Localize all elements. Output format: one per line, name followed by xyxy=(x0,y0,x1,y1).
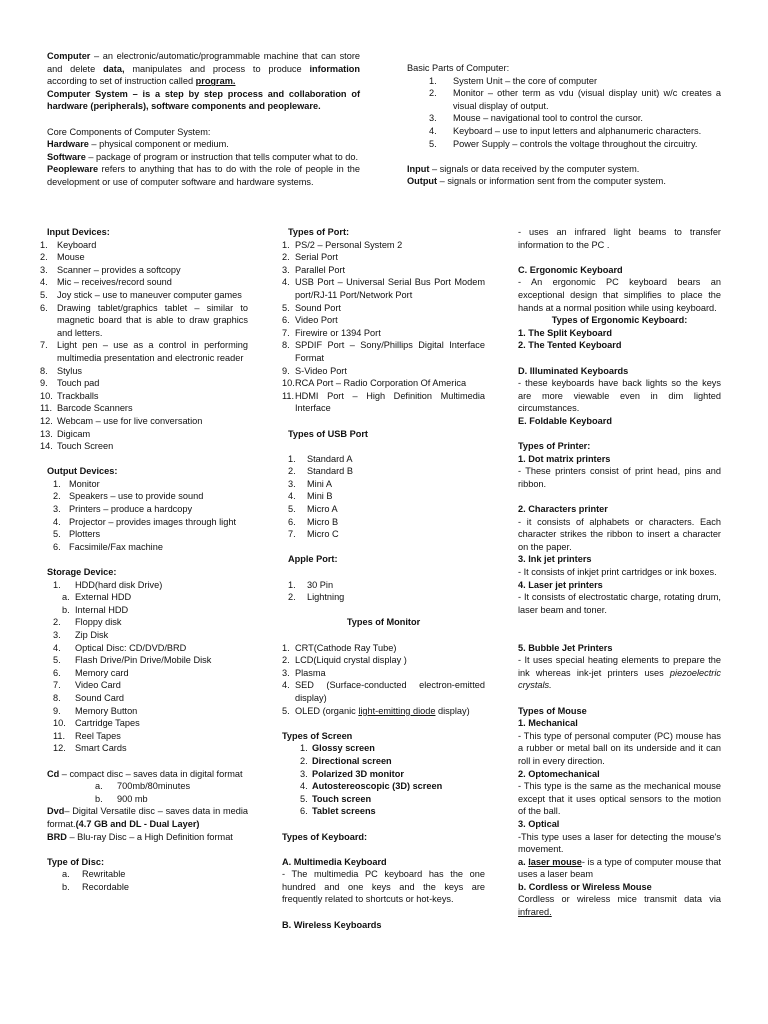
list-item: 1. PS/2 – Personal System 2 xyxy=(282,239,403,250)
output-definition: Output – signals or information sent from the computer system. xyxy=(407,176,666,187)
list-item: b. Recordable xyxy=(62,881,129,892)
list-item: 2. LCD(Liquid crystal display ) xyxy=(282,655,407,666)
list-item: 3. Scanner – provides a softcopy xyxy=(40,264,181,275)
software-definition: Software – package of program or instruction that tells computer what to do. xyxy=(47,151,359,162)
list-item: 5. Flash Drive/Pin Drive/Mobile Disk xyxy=(53,655,212,666)
list-item: 6. Tablet screens xyxy=(300,806,376,817)
infrared-link[interactable]: infrared. xyxy=(518,907,552,918)
brd-definition: BRD – Blu-ray Disc – a High Definition format xyxy=(47,831,233,842)
list-item: 11. Reel Tapes xyxy=(53,730,121,741)
basic-parts-heading: Basic Parts of Computer: xyxy=(407,63,510,73)
storage-device-heading: Storage Device: xyxy=(47,567,117,578)
list-item: 1. Monitor xyxy=(53,478,100,489)
tented-keyboard: 2. The Tented Keyboard xyxy=(518,340,622,351)
screen-types-heading: Types of Screen xyxy=(282,730,353,741)
list-item: 2. Standard B xyxy=(288,466,353,477)
mechanical-mouse-heading: 1. Mechanical xyxy=(518,718,578,729)
list-item: 2. Floppy disk xyxy=(53,617,122,628)
list-item: 2. Directional screen xyxy=(300,755,392,766)
list-item: 4. Autostereoscopic (3D) screen xyxy=(300,781,443,792)
usb-types-heading: Types of USB Port xyxy=(288,428,368,439)
list-item: 1. Glossy screen xyxy=(300,743,375,754)
list-item: 4. SED (Surface-conducted electron-emitted display) xyxy=(282,680,485,703)
output-devices-list xyxy=(40,478,248,554)
list-item: 12. Webcam – use for live conversation xyxy=(40,415,203,426)
list-item: 3. Mouse – navigational tool to control the cursor. xyxy=(429,113,643,124)
list-item: b. 900 mb xyxy=(95,793,148,804)
list-item: 10. Trackballs xyxy=(40,390,99,401)
usb-list xyxy=(282,453,485,541)
dot-matrix-heading: 1. Dot matrix printers xyxy=(518,453,611,464)
list-item: 5. Power Supply – controls the voltage throughout the circuitry. xyxy=(429,138,698,149)
list-item: 9. Touch pad xyxy=(40,378,100,389)
column-2 xyxy=(282,226,485,931)
mechanical-mouse-text: - This type of personal computer (PC) mouse has a rubber or metal ball on its underside and it can roll in every direction. xyxy=(518,730,721,766)
apple-port-heading: Apple Port: xyxy=(288,554,338,565)
list-item: 2. Speakers – use to provide sound xyxy=(53,491,204,502)
list-item: 4. USB Port – Universal Serial Bus Port Modem port/RJ-11 Port/Network Port xyxy=(282,277,485,300)
list-item: 5. Sound Port xyxy=(282,302,341,313)
bubble-jet-heading: 5. Bubble Jet Printers xyxy=(518,642,613,653)
laser-mouse-link[interactable]: laser mouse xyxy=(528,856,582,867)
list-item: 3. Printers – produce a hardcopy xyxy=(53,504,193,515)
input-devices-heading: Input Devices: xyxy=(47,227,110,237)
illuminated-keyboard-text: - these keyboards have back lights so the keys are more viewable even in dim lighted circumstances. xyxy=(518,378,721,414)
list-item: 1. Keyboard xyxy=(40,239,97,250)
output-devices-heading: Output Devices: xyxy=(47,466,118,477)
basic-parts-section xyxy=(407,62,721,188)
optomechanical-text: - This type is the same as the mechanical mouse except that it uses optical sensors to the motion of the ball. xyxy=(518,781,721,817)
foldable-keyboard-heading: E. Foldable Keyboard xyxy=(518,415,612,426)
computer-definition: Computer – an electronic/automatic/programmable machine that can store and delete data, manipulates and process to produce information according to set of instruction called program. xyxy=(47,51,361,87)
list-item: 7. Light pen – use as a control in performing multimedia presentation and electronic reader xyxy=(40,340,248,363)
keyboard-types-heading: Types of Keyboard: xyxy=(282,831,368,842)
cd-definition: Cd – compact disc – saves data in digital format xyxy=(47,768,243,779)
list-item: 6. Drawing tablet/graphics tablet – similar to magnetic board that is able to draw graphics and letters. xyxy=(40,302,248,338)
list-item: b. Internal HDD xyxy=(62,604,129,615)
screen-list xyxy=(282,742,485,818)
printer-types-heading: Types of Printer: xyxy=(518,441,591,452)
input-definition: Input – signals or data received by the computer system. xyxy=(407,163,640,174)
disc-type-list xyxy=(40,868,248,893)
list-item: 2. Mouse xyxy=(40,252,85,263)
list-item: 11. HDMI Port – High Definition Multimedia Interface xyxy=(282,390,485,414)
intro-section xyxy=(47,50,360,189)
peopleware-definition: Peopleware refers to anything that has to do with the role of people in the development or use of computer software and hardware systems. xyxy=(47,164,360,187)
list-item: 5. Touch screen xyxy=(300,793,372,804)
dvd-definition: Dvd– Digital Versatile disc – saves data in media format.(4.7 GB and DL - Dual Layer) xyxy=(47,806,248,829)
list-item: 5. OLED (organic light-emitting diode display) xyxy=(282,705,470,716)
list-item: 3. Plasma xyxy=(282,667,326,678)
storage-list xyxy=(40,616,248,755)
list-item: 4. Optical Disc: CD/DVD/BRD xyxy=(53,642,187,653)
port-types-heading: Types of Port: xyxy=(288,227,350,237)
bubble-jet-text: - It uses special heating elements to prepare the ink whereas ink-jet printers uses piezoelectric crystals. xyxy=(518,655,721,691)
basic-parts-list xyxy=(407,75,721,151)
ergonomic-keyboard-heading: C. Ergonomic Keyboard xyxy=(518,264,623,275)
column-1 xyxy=(40,226,248,893)
list-item: 1. System Unit – the core of computer xyxy=(429,75,597,86)
list-item: 6. Micro B xyxy=(288,516,339,527)
list-item: 4. Mini B xyxy=(288,491,333,502)
monitor-list xyxy=(282,642,485,705)
list-item: 6. Memory card xyxy=(53,667,129,678)
list-item: 1. 30 Pin xyxy=(288,579,334,590)
character-printer-heading: 2. Characters printer xyxy=(518,504,608,515)
oled-link[interactable]: light-emitting diode xyxy=(358,705,436,716)
mouse-types-heading: Types of Mouse xyxy=(518,705,587,716)
list-item: 10. Cartridge Tapes xyxy=(53,718,140,729)
input-devices-list xyxy=(40,239,248,453)
laserjet-text: - It consists of electrostatic charge, rotating drum, laser beam and toner. xyxy=(518,592,721,615)
list-item: 5. Micro A xyxy=(288,504,338,515)
list-item: 7. Micro C xyxy=(288,529,339,540)
list-item: 9. Memory Button xyxy=(53,705,138,716)
list-item: 2. Lightning xyxy=(288,592,345,603)
list-item: 1. CRT(Cathode Ray Tube) xyxy=(282,642,397,653)
ergonomic-keyboard-text: - An ergonomic PC keyboard bears an exceptional design that simplifies to place the hands at a normal position while using keyboard. xyxy=(518,277,721,313)
list-item: 2. Monitor – other term as vdu (visual display unit) w/c creates a visual display of output. xyxy=(429,88,721,111)
disc-type-heading: Type of Disc: xyxy=(47,856,105,867)
apple-list xyxy=(282,579,485,604)
computer-system-definition: Computer System – is a step by step process and collaboration of hardware (peripherals), software components and peopleware. xyxy=(47,88,360,112)
list-item: a. External HDD xyxy=(62,592,132,603)
optomechanical-heading: 2. Optomechanical xyxy=(518,768,600,779)
list-item: 4. Projector – provides images through light xyxy=(53,516,236,527)
list-item: 14. Touch Screen xyxy=(40,441,114,452)
wireless-keyboard-text: - uses an infrared light beams to transfer information to the PC . xyxy=(518,227,721,250)
ports-list xyxy=(282,239,485,415)
list-item: 3. Zip Disk xyxy=(53,630,109,640)
core-components-heading: Core Components of Computer System: xyxy=(47,126,211,137)
list-item: 3. Polarized 3D monitor xyxy=(300,768,404,779)
dot-matrix-text: - These printers consist of print head, pins and ribbon. xyxy=(518,466,721,489)
laser-mouse-text: a. laser mouse- is a type of computer mouse that uses a laser beam xyxy=(518,856,721,880)
laserjet-heading: 4. Laser jet printers xyxy=(518,579,603,590)
cd-capacity-list xyxy=(40,780,248,805)
storage-list-hdd xyxy=(40,579,248,617)
list-item: 8. Sound Card xyxy=(53,692,125,703)
list-item: 8. Stylus xyxy=(40,365,83,376)
list-item: 4. Mic – receives/record sound xyxy=(40,277,172,288)
monitor-types-heading: Types of Monitor xyxy=(346,617,421,628)
list-item: 12. Smart Cards xyxy=(53,743,127,754)
list-item: 8. SPDIF Port – Sony/Phillips Digital Interface Format xyxy=(282,340,485,363)
illuminated-keyboard-heading: D. Illuminated Keyboards xyxy=(518,365,629,376)
split-keyboard: 1. The Split Keyboard xyxy=(518,327,612,338)
list-item: 13. Digicam xyxy=(40,428,91,439)
multimedia-keyboard-text: - The multimedia PC keyboard has the one hundred and one keys and the keys are frequently related to shortcuts or hot-keys. xyxy=(282,869,485,905)
list-item: a. Rewritable xyxy=(62,869,126,880)
list-item: 4. Keyboard – use to input letters and alphanumeric characters. xyxy=(429,125,702,136)
hardware-definition: Hardware – physical component or medium. xyxy=(47,139,229,150)
cordless-mouse-heading: b. Cordless or Wireless Mouse xyxy=(518,881,652,892)
list-item: 1. Standard A xyxy=(288,453,353,464)
ergonomic-types-heading: Types of Ergonomic Keyboard: xyxy=(551,315,688,326)
list-item: 5. Plotters xyxy=(53,529,101,540)
list-item: 7. Firewire or 1394 Port xyxy=(282,327,381,338)
list-item: 9. S-Video Port xyxy=(282,365,347,376)
list-item: 10. RCA Port – Radio Corporation Of America xyxy=(282,378,467,389)
multimedia-keyboard-heading: A. Multimedia Keyboard xyxy=(282,856,387,867)
wireless-keyboard-heading: B. Wireless Keyboards xyxy=(282,919,382,930)
list-item: 5. Joy stick – use to maneuver computer games xyxy=(40,289,242,300)
list-item: 7. Video Card xyxy=(53,680,121,691)
column-3 xyxy=(518,226,721,919)
list-item: 11. Barcode Scanners xyxy=(40,403,133,414)
inkjet-heading: 3. Ink jet printers xyxy=(518,554,592,565)
character-printer-text: - it consists of alphabets or characters. Each character strikes the ribbon to insert a character on the paper. xyxy=(518,516,721,552)
list-item: 2. Serial Port xyxy=(282,252,338,263)
list-item: 6. Video Port xyxy=(282,315,338,326)
inkjet-text: - It consists of inkjet print cartridges or ink boxes. xyxy=(518,567,717,578)
list-item: a. 700mb/80minutes xyxy=(95,781,191,792)
monitor-list-oled xyxy=(282,705,485,718)
optical-text: -This type uses a laser for detecting the mouse's movement. xyxy=(518,831,721,855)
list-item: 3. Mini A xyxy=(288,478,333,489)
optical-heading: 3. Optical xyxy=(518,818,560,829)
list-item: 6. Facsimile/Fax machine xyxy=(53,541,163,552)
list-item: 3. Parallel Port xyxy=(282,264,346,275)
list-item: 1. HDD(hard disk Drive) xyxy=(53,579,163,590)
cordless-mouse-text: Cordless or wireless mice transmit data via infrared. xyxy=(518,894,721,918)
